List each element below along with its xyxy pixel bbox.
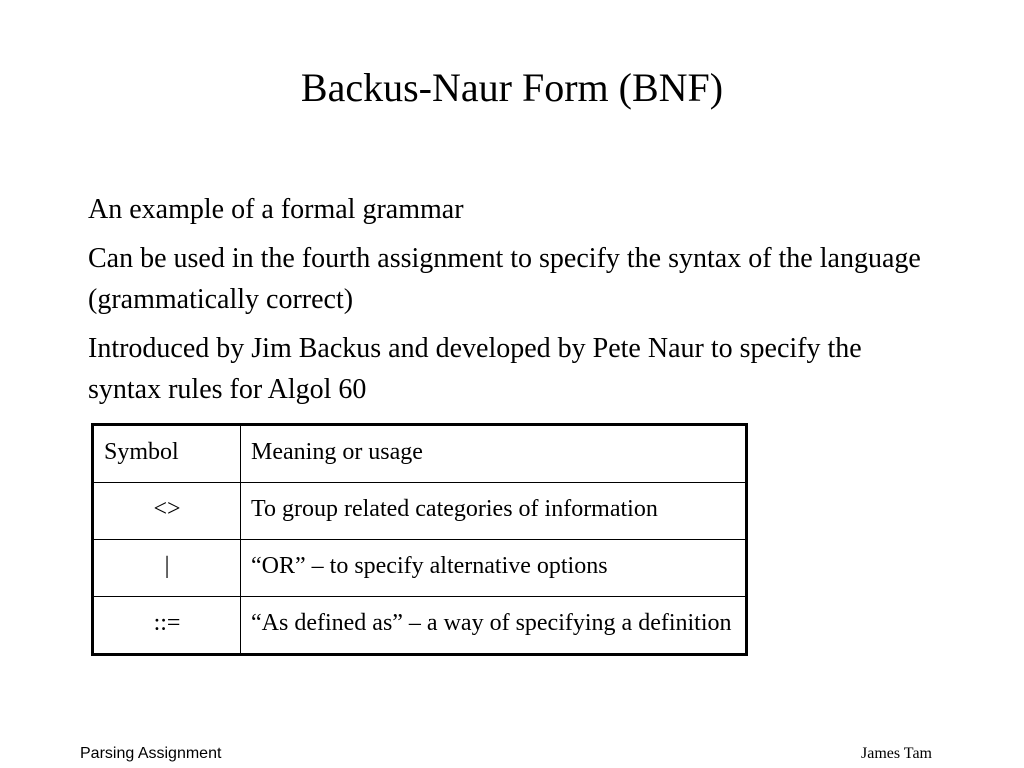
- bnf-symbol-table: [91, 423, 748, 656]
- table-row: [93, 483, 747, 540]
- table-row: [93, 597, 747, 655]
- table-row: [93, 540, 747, 597]
- bullet-item: Can be used in the fourth assignment to specify the syntax of the language (grammatically correct): [88, 243, 921, 315]
- meaning-cell: To group related categories of information: [241, 483, 747, 540]
- symbol-cell: |: [93, 540, 241, 597]
- table-header-row: [93, 425, 747, 483]
- footer-author: James Tam: [860, 745, 932, 762]
- meaning-cell: “As defined as” – a way of specifying a definition: [241, 597, 747, 655]
- bullet-item: Introduced by Jim Backus and developed by Pete Naur to specify the syntax rules for Algol 60: [88, 333, 862, 405]
- bullet-item: An example of a formal grammar: [88, 194, 464, 225]
- footer-course-label: Parsing Assignment: [80, 745, 222, 762]
- symbol-cell: ::=: [93, 597, 241, 655]
- header-symbol: Symbol: [93, 425, 241, 483]
- symbol-cell: <>: [93, 483, 241, 540]
- header-meaning: Meaning or usage: [241, 425, 747, 483]
- bullet-list: [88, 189, 938, 418]
- meaning-cell: “OR” – to specify alternative options: [241, 540, 747, 597]
- slide-title: Backus-Naur Form (BNF): [300, 65, 724, 110]
